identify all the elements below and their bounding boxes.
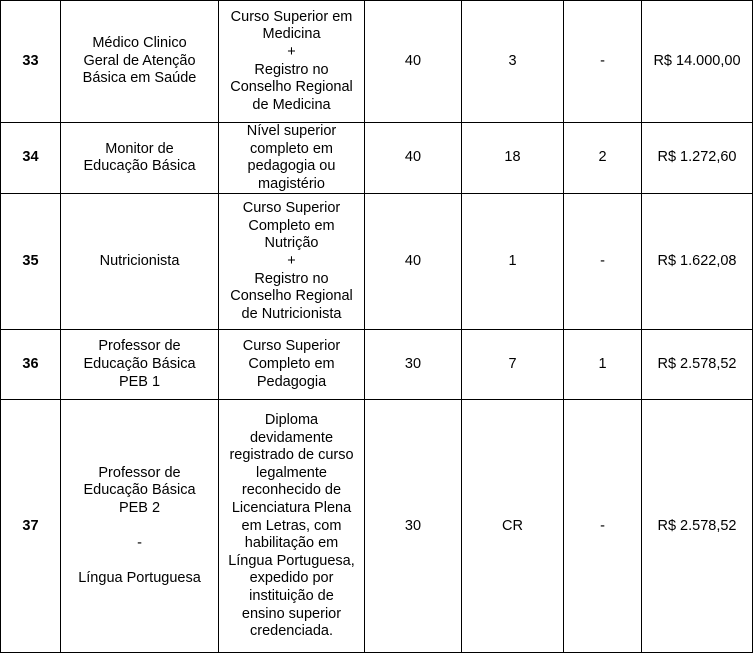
requisito-line: expedido por: [249, 570, 334, 587]
vagas-pcd-cell: -: [564, 1, 642, 123]
requisito-line: reconhecido de: [241, 482, 342, 499]
requisito-line: em Letras, com: [241, 517, 342, 534]
cargo-line: Professor de: [98, 464, 181, 481]
row-number: 34: [1, 123, 61, 194]
vencimento-cell: R$ 1.622,08: [642, 194, 753, 330]
cargo-line: Médico Clinico: [92, 35, 187, 52]
row-number: 33: [1, 1, 61, 123]
vencimento-cell: R$ 2.578,52: [642, 400, 753, 653]
requisito-line: registrado de curso: [229, 447, 354, 464]
requisito-line: Completo em: [248, 217, 335, 234]
requisito-line: Medicina: [262, 26, 321, 43]
requisito-cell: [219, 123, 365, 194]
table-row: [1, 194, 753, 330]
requisito-line: completo em: [249, 140, 333, 157]
requisito-line: Pedagogia: [256, 373, 327, 390]
requisito-line: Língua Portuguesa,: [228, 552, 355, 569]
vagas-cell: 3: [462, 1, 564, 123]
vagas-cell: 1: [462, 194, 564, 330]
vencimento-cell: R$ 2.578,52: [642, 330, 753, 400]
requisito-cell: [219, 400, 365, 653]
requisito-line: Curso Superior: [242, 200, 341, 217]
cargo-line: -: [137, 535, 142, 552]
vagas-cell: 7: [462, 330, 564, 400]
vagas-pcd-cell: -: [564, 194, 642, 330]
requisito-line: magistério: [258, 175, 325, 192]
requisito-line: Conselho Regional: [230, 288, 353, 305]
requisito-line: Curso Superior: [242, 338, 341, 355]
requisito-line: credenciada.: [249, 623, 334, 640]
cargo-spacer: [64, 553, 215, 571]
cargo-spacer: [64, 518, 215, 536]
requisito-line: de Nutricionista: [241, 305, 342, 322]
requisito-line: Registro no: [254, 61, 329, 78]
carga-horaria-cell: 40: [365, 1, 462, 123]
carga-horaria-cell: 30: [365, 330, 462, 400]
requisito-line: instituição de: [249, 587, 334, 604]
requisito-line: Curso Superior em: [230, 8, 353, 25]
table-row: [1, 123, 753, 194]
table-row: [1, 400, 753, 653]
cargo-line: Nutricionista: [99, 253, 180, 270]
cargo-cell: [61, 194, 219, 330]
requisito-line: Nível superior: [246, 123, 337, 139]
requisito-line: ensino superior: [241, 605, 342, 622]
cargo-line: PEB 2: [118, 499, 161, 516]
vencimento-cell: R$ 1.272,60: [642, 123, 753, 194]
vagas-cell: 18: [462, 123, 564, 194]
cargo-line: PEB 1: [118, 373, 161, 390]
vencimento-cell: R$ 14.000,00: [642, 1, 753, 123]
requisito-cell: [219, 1, 365, 123]
row-number: 37: [1, 400, 61, 653]
requisito-line: legalmente: [256, 464, 327, 481]
requisito-line: Registro no: [254, 270, 329, 287]
cargo-cell: [61, 330, 219, 400]
cargo-line: Educação Básica: [83, 158, 196, 175]
cargo-line: Básica em Saúde: [82, 70, 197, 87]
requisito-line: Diploma: [264, 412, 319, 429]
requisito-line: habilitação em: [244, 535, 339, 552]
cargo-line: Língua Portuguesa: [78, 570, 201, 587]
requisito-line: +: [287, 43, 296, 60]
requisito-line: Completo em: [248, 356, 335, 373]
requisito-line: Licenciatura Plena: [231, 499, 352, 516]
requisito-line: Conselho Regional: [230, 79, 353, 96]
vagas-pcd-cell: 1: [564, 330, 642, 400]
carga-horaria-cell: 30: [365, 400, 462, 653]
requisito-cell: [219, 330, 365, 400]
requisito-line: +: [287, 253, 296, 270]
cargo-line: Professor de: [98, 338, 181, 355]
cargo-line: Educação Básica: [83, 482, 196, 499]
table-row: [1, 330, 753, 400]
vagas-pcd-cell: 2: [564, 123, 642, 194]
cargo-cell: [61, 400, 219, 653]
row-number: 35: [1, 194, 61, 330]
vagas-cell: CR: [462, 400, 564, 653]
requisito-cell: [219, 194, 365, 330]
cargo-cell: [61, 1, 219, 123]
cargo-line: Monitor de: [105, 140, 174, 157]
cargo-line: Educação Básica: [83, 356, 196, 373]
vagas-pcd-cell: -: [564, 400, 642, 653]
requisito-line: pedagogia ou: [247, 158, 336, 175]
cargo-line: Geral de Atenção: [83, 52, 196, 69]
cargo-cell: [61, 123, 219, 194]
carga-horaria-cell: 40: [365, 123, 462, 194]
table-row: [1, 1, 753, 123]
requisito-line: Nutrição: [264, 235, 319, 252]
requisito-line: de Medicina: [252, 96, 331, 113]
row-number: 36: [1, 330, 61, 400]
carga-horaria-cell: 40: [365, 194, 462, 330]
requisito-line: devidamente: [249, 429, 334, 446]
